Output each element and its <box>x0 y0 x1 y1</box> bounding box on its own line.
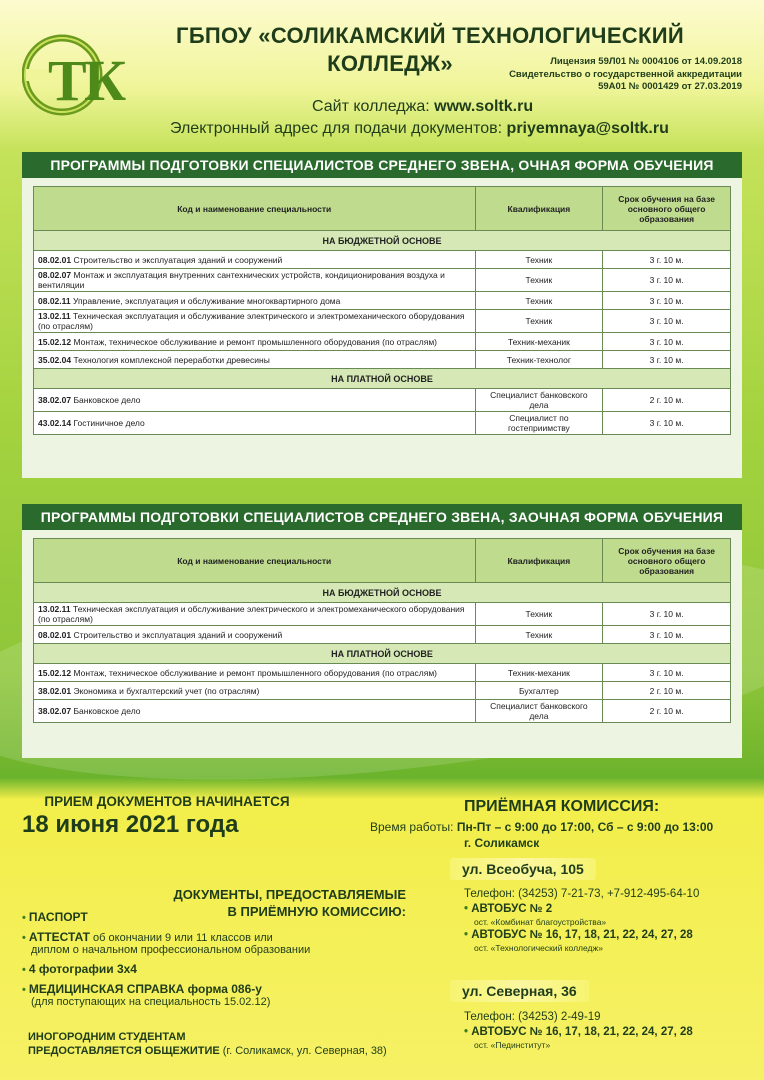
svg-text:К: К <box>84 48 127 113</box>
specialty-code: 15.02.12 <box>38 336 72 347</box>
specialty-code: 08.02.07 <box>38 270 72 280</box>
contact-web <box>170 96 760 140</box>
specialty-cell <box>34 412 476 435</box>
fulltime-panel <box>22 178 742 478</box>
city: г. Соликамск <box>464 836 540 850</box>
specialty-name: Гостиничное дело <box>73 418 145 428</box>
specialty-name: Технология комплексной переработки древесины <box>73 354 270 365</box>
specialty-cell <box>34 700 476 723</box>
table-row <box>34 333 731 351</box>
col-code-header: Код и наименование специальности <box>34 187 476 231</box>
table-row <box>34 412 731 435</box>
specialty-code: 13.02.11 <box>38 604 71 614</box>
section-label: НА ПЛАТНОЙ ОСНОВЕ <box>34 644 731 664</box>
specialty-name: Строительство и эксплуатация зданий и сооружений <box>73 254 283 265</box>
specialty-cell <box>34 389 476 412</box>
specialty-code: 15.02.12 <box>38 667 72 678</box>
address-1-info <box>464 887 754 954</box>
col-code-header: Код и наименование специальности <box>34 539 476 583</box>
documents-list <box>22 910 422 1014</box>
term-cell: 2 г. 10 м. <box>603 700 731 723</box>
admission-committee <box>370 798 750 850</box>
admission-start <box>22 794 312 839</box>
specialty-cell <box>34 664 476 682</box>
specialty-code: 43.02.14 <box>38 418 72 428</box>
specialty-name: Управление, эксплуатация и обслуживание многоквартирного дома <box>73 295 341 306</box>
specialty-cell <box>34 269 476 292</box>
site-link[interactable]: www.soltk.ru <box>434 98 534 115</box>
email-label: Электронный адрес для подачи документов: <box>170 120 507 137</box>
table-row <box>34 310 731 333</box>
table-row <box>34 351 731 369</box>
qualification-cell: Техник <box>475 310 603 333</box>
specialty-cell <box>34 351 476 369</box>
phone-2: Телефон: (34253) 2-49-19 <box>464 1011 601 1023</box>
bus-stop: ост. «Пединститут» <box>474 1040 551 1050</box>
dormitory-note: ИНОГОРОДНИМ СТУДЕНТАМ ПРЕДОСТАВЛЯЕТСЯ ОБЩЕЖИТИЕ (г. Соликамск, ул. Северная, 38) <box>28 1031 387 1057</box>
qualification-cell: Техник <box>475 626 603 644</box>
title-line-2: КОЛЛЕДЖ» <box>327 51 453 76</box>
term-cell: 3 г. 10 м. <box>603 269 731 292</box>
table-row <box>34 700 731 723</box>
specialty-code: 08.02.01 <box>38 629 72 640</box>
specialty-code: 38.02.07 <box>38 395 72 405</box>
table-row <box>34 269 731 292</box>
bullet-icon: • <box>464 929 472 941</box>
section-label: НА БЮДЖЕТНОЙ ОСНОВЕ <box>34 231 731 251</box>
fulltime-table <box>33 186 731 435</box>
accreditation-number: 59А01 № 0001429 от 27.03.2019 <box>598 81 742 92</box>
table-row <box>34 251 731 269</box>
qualification-cell: Техник <box>475 603 603 626</box>
qualification-cell: Специалист по гостеприимству <box>475 412 603 435</box>
documents-title-line-1: ДОКУМЕНТЫ, ПРЕДОСТАВЛЯЕМЫЕ <box>173 887 406 902</box>
col-qual-header: Квалификация <box>475 539 603 583</box>
documents-title-line-2: В ПРИЁМНУЮ КОМИССИЮ: <box>227 904 406 919</box>
license-info <box>482 56 742 94</box>
qualification-cell: Техник-механик <box>475 664 603 682</box>
specialty-cell <box>34 292 476 310</box>
term-cell: 3 г. 10 м. <box>603 292 731 310</box>
qualification-cell: Техник <box>475 269 603 292</box>
svg-text:Т: Т <box>48 48 87 113</box>
specialty-name: Техническая эксплуатация и обслуживание электрического и электромеханического оборудования (по отраслям) <box>38 604 465 624</box>
section-row <box>34 231 731 251</box>
admission-start-label: ПРИЕМ ДОКУМЕНТОВ НАЧИНАЕТСЯ <box>44 794 290 809</box>
specialty-name: Банковское дело <box>73 706 141 716</box>
term-cell: 3 г. 10 м. <box>603 333 731 351</box>
committee-title: ПРИЁМНАЯ КОМИССИЯ: <box>464 798 660 815</box>
section-row <box>34 644 731 664</box>
qualification-cell: Техник <box>475 251 603 269</box>
qualification-cell: Специалист банковского дела <box>475 700 603 723</box>
specialty-name: Банковское дело <box>73 395 141 405</box>
accreditation-line: Свидетельство о государственной аккредитации <box>509 68 742 80</box>
term-cell: 3 г. 10 м. <box>603 412 731 435</box>
college-logo <box>22 26 142 124</box>
list-item: • МЕДИЦИНСКАЯ СПРАВКА форма 086-у (для поступающих на специальность 15.02.12) <box>22 982 271 1008</box>
col-term-header: Срок обучения на базе основного общего образования <box>603 187 731 231</box>
term-cell: 3 г. 10 м. <box>603 351 731 369</box>
bullet-icon: • <box>22 912 29 924</box>
title-line-1: ГБПОУ «СОЛИКАМСКИЙ ТЕХНОЛОГИЧЕСКИЙ <box>176 23 684 48</box>
qualification-cell: Бухгалтер <box>475 682 603 700</box>
bus-stop: ост. «Комбинат благоустройства» <box>474 917 607 927</box>
address-2-info <box>464 1010 754 1051</box>
specialty-name: Строительство и эксплуатация зданий и сооружений <box>73 629 283 640</box>
table-row <box>34 682 731 700</box>
specialty-code: 38.02.07 <box>38 706 72 716</box>
qualification-cell: Специалист банковского дела <box>475 389 603 412</box>
term-cell: 2 г. 10 м. <box>603 682 731 700</box>
email-link[interactable]: priyemnaya@soltk.ru <box>506 120 669 137</box>
specialty-cell <box>34 251 476 269</box>
section-label: НА ПЛАТНОЙ ОСНОВЕ <box>34 369 731 389</box>
term-cell: 3 г. 10 м. <box>603 310 731 333</box>
hours-label: Время работы: <box>370 820 457 834</box>
specialty-name: Монтаж и эксплуатация внутренних сантехнических устройств, кондиционирования воздуха и вентиляции <box>38 270 445 290</box>
qualification-cell: Техник-механик <box>475 333 603 351</box>
term-cell: 3 г. 10 м. <box>603 626 731 644</box>
address-1: ул. Всеобуча, 105 <box>450 858 596 880</box>
specialty-name: Монтаж, техническое обслуживание и ремонт промышленного оборудования (по отраслям) <box>73 336 438 347</box>
col-qual-header: Квалификация <box>475 187 603 231</box>
bullet-icon: • <box>464 1026 472 1038</box>
bus-line: • АВТОБУС № 16, 17, 18, 21, 22, 24, 27, 28 <box>464 929 693 941</box>
section-row <box>34 583 731 603</box>
qualification-cell: Техник <box>475 292 603 310</box>
specialty-name: Монтаж, техническое обслуживание и ремонт промышленного оборудования (по отраслям) <box>73 667 438 678</box>
address-2: ул. Северная, 36 <box>450 980 589 1002</box>
specialty-cell <box>34 333 476 351</box>
specialty-cell <box>34 626 476 644</box>
specialty-code: 38.02.01 <box>38 685 72 696</box>
table-row <box>34 389 731 412</box>
table-row <box>34 626 731 644</box>
bullet-icon: • <box>22 932 29 944</box>
section-row <box>34 369 731 389</box>
bus-line: • АВТОБУС № 16, 17, 18, 21, 22, 24, 27, 28 <box>464 1026 693 1038</box>
specialty-cell <box>34 682 476 700</box>
bus-line: • АВТОБУС № 2 <box>464 903 553 915</box>
specialty-cell <box>34 310 476 333</box>
bullet-icon: • <box>22 964 29 976</box>
specialty-code: 13.02.11 <box>38 311 71 321</box>
parttime-panel <box>22 530 742 758</box>
list-item: • 4 фотографии 3х4 <box>22 962 137 976</box>
table-row <box>34 664 731 682</box>
specialty-cell <box>34 603 476 626</box>
list-item: • АТТЕСТАТ об окончании 9 или 11 классов или диплом о начальном профессиональном образовании <box>22 930 311 956</box>
table-row <box>34 603 731 626</box>
fulltime-banner: ПРОГРАММЫ ПОДГОТОВКИ СПЕЦИАЛИСТОВ СРЕДНЕГО ЗВЕНА, ОЧНАЯ ФОРМА ОБУЧЕНИЯ <box>22 152 742 178</box>
specialty-name: Экономика и бухгалтерский учет (по отраслям) <box>73 685 260 696</box>
specialty-code: 08.02.11 <box>38 295 71 306</box>
term-cell: 3 г. 10 м. <box>603 664 731 682</box>
col-term-header: Срок обучения на базе основного общего образования <box>603 539 731 583</box>
qualification-cell: Техник-технолог <box>475 351 603 369</box>
specialty-code: 08.02.01 <box>38 254 72 265</box>
license-line: Лицензия 59Л01 № 0004106 от 14.09.2018 <box>550 56 742 67</box>
specialty-code: 35.02.04 <box>38 354 72 365</box>
parttime-table <box>33 538 731 723</box>
list-item: • ПАСПОРТ <box>22 910 88 924</box>
section-label: НА БЮДЖЕТНОЙ ОСНОВЕ <box>34 583 731 603</box>
term-cell: 2 г. 10 м. <box>603 389 731 412</box>
bus-stop: ост. «Технологический колледж» <box>474 943 603 953</box>
term-cell: 3 г. 10 м. <box>603 603 731 626</box>
specialty-name: Техническая эксплуатация и обслуживание электрического и электромеханического оборудования (по отраслям) <box>38 311 465 331</box>
phone-1: Телефон: (34253) 7-21-73, +7-912-495-64-10 <box>464 888 700 900</box>
bullet-icon: • <box>22 984 29 996</box>
term-cell: 3 г. 10 м. <box>603 251 731 269</box>
parttime-banner: ПРОГРАММЫ ПОДГОТОВКИ СПЕЦИАЛИСТОВ СРЕДНЕГО ЗВЕНА, ЗАОЧНАЯ ФОРМА ОБУЧЕНИЯ <box>22 504 742 530</box>
site-label: Сайт колледжа: <box>312 98 435 115</box>
bullet-icon: • <box>464 903 472 915</box>
hours-value: Пн-Пт – с 9:00 до 17:00, Сб – с 9:00 до 13:00 <box>456 820 714 834</box>
admission-start-date: 18 июня 2021 года <box>22 811 239 838</box>
table-row <box>34 292 731 310</box>
